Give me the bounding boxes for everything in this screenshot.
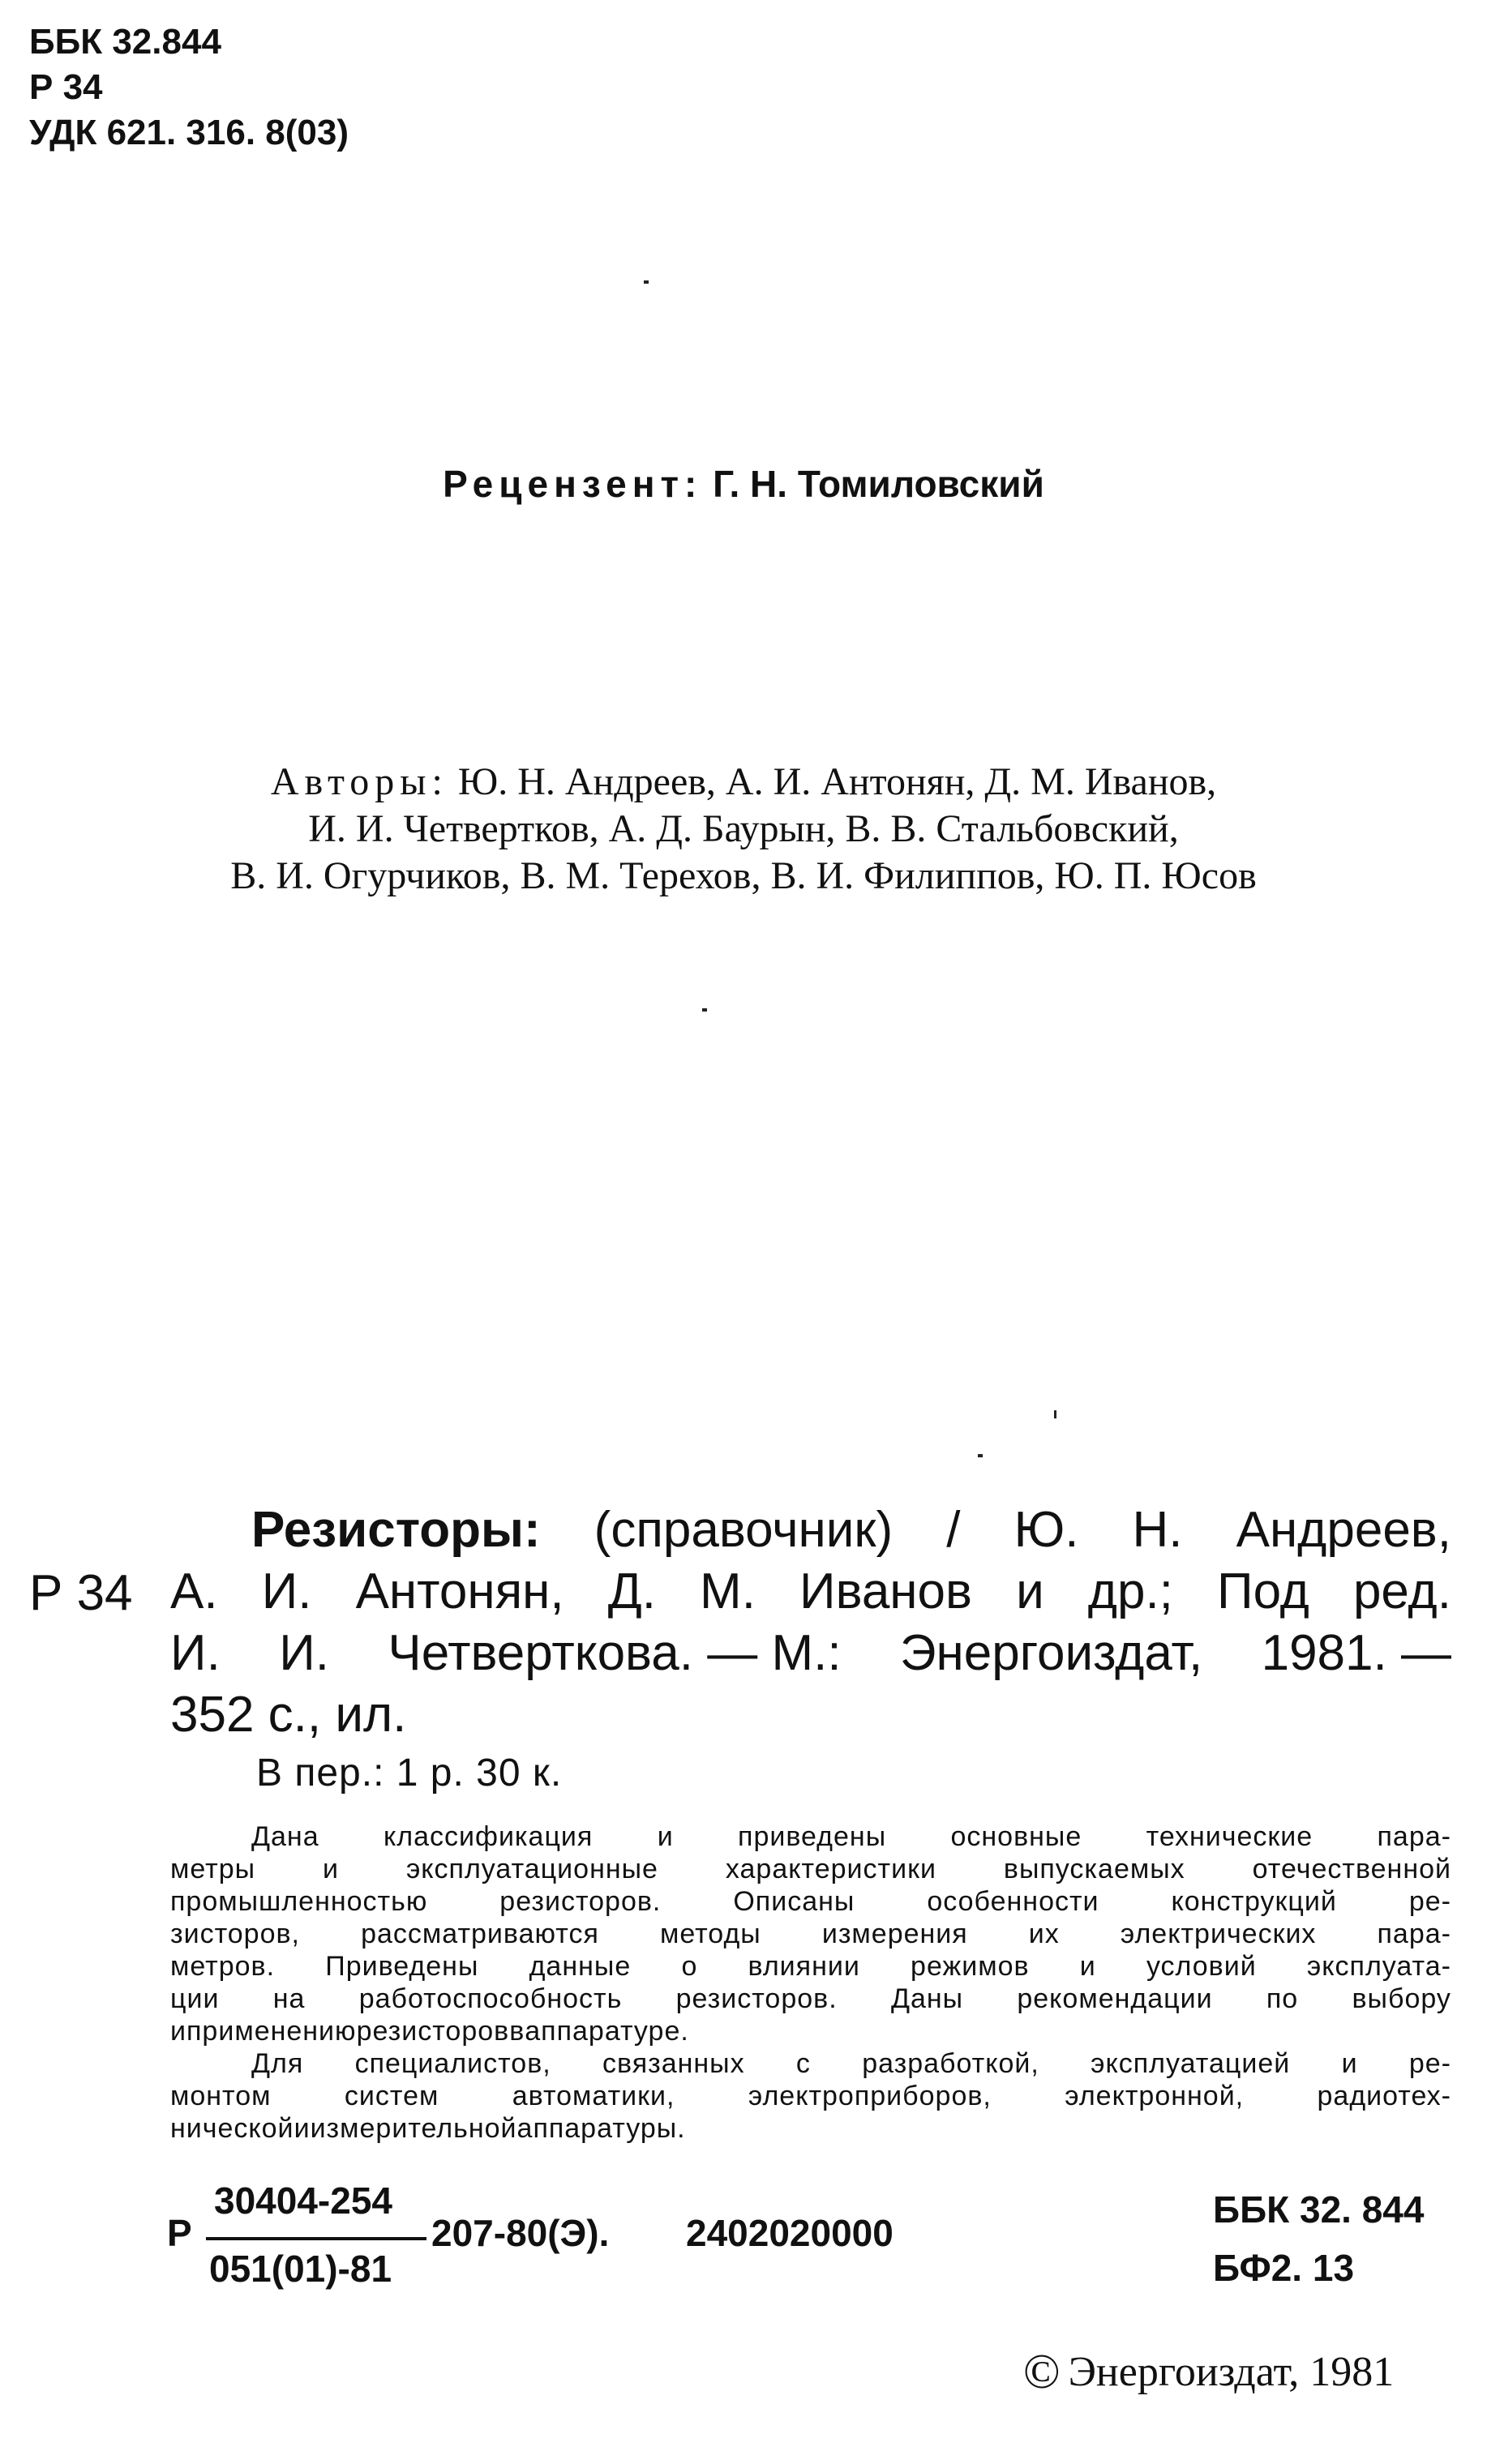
annotation-word: специалистов, [354, 2048, 551, 2079]
annotation-word: электроприборов, [748, 2081, 992, 2111]
annotation-word: основные [950, 1821, 1082, 1852]
annotation-word: рассматриваются [361, 1919, 599, 1949]
annotation-word: резисторов. [499, 1886, 662, 1917]
authors-block [0, 759, 1487, 900]
annotation-word: аппаратуре. [525, 2016, 689, 2047]
annotation-word: особенности [927, 1886, 1099, 1917]
annotation [170, 1820, 1451, 2145]
publishing-code-denominator: 051(01)-81 [209, 2248, 392, 2290]
bbk-code: ББК 32.844 [29, 22, 221, 62]
print-speck [978, 1454, 983, 1457]
annotation-word: и [1079, 1951, 1096, 1982]
reviewer-line [0, 462, 1487, 506]
bib-line-4: 352 с., ил. [170, 1687, 407, 1743]
authors-line-3: В. И. Огурчиков, В. М. Терехов, В. И. Филиппов, Ю. П. Юсов [230, 854, 1257, 897]
bib-line-1: Резисторы: (справочник) / Ю. Н. Андреев, [170, 1499, 1451, 1561]
annotation-word: автоматики, [512, 2081, 675, 2111]
annotation-word: применению [186, 2016, 357, 2047]
bib-index: Р 34 [29, 1565, 133, 1621]
annotation-word: связанных [602, 2048, 745, 2079]
annotation-word: разработкой, [862, 2048, 1039, 2079]
annotation-word: Дана [251, 1821, 319, 1852]
annotation-word: пара- [1377, 1821, 1451, 1852]
annotation-word: ции [170, 1983, 220, 2014]
annotation-word: систем [344, 2081, 439, 2111]
annotation-line [170, 1950, 1451, 1983]
annotation-word: условий [1146, 1951, 1257, 1982]
bib-line-2: А. И. Антонян, Д. М. Иванов и др.; Под ред. [170, 1564, 1451, 1619]
annotation-word: аппаратуры. [516, 2113, 686, 2144]
audience-line [170, 2112, 1451, 2145]
fraction-bar [206, 2237, 426, 2240]
print-speck [644, 280, 649, 284]
authors-label: Авторы: [270, 760, 448, 803]
authors-names-1: Ю. Н. Андреев, А. И. Антонян, Д. М. Иванов, [457, 760, 1217, 803]
annotation-word: выпускаемых [1003, 1854, 1185, 1884]
annotation-word: в [509, 2016, 525, 2047]
udk-code: УДК 621. 316. 8(03) [29, 113, 349, 152]
authors-line-1 [0, 759, 1487, 806]
annotation-word: резисторов. [675, 1983, 838, 2014]
annotation-word: эксплуатационные [405, 1854, 658, 1884]
price: В пер.: 1 р. 30 к. [256, 1752, 563, 1795]
author-mark: Р 34 [29, 67, 103, 107]
annotation-word: и [170, 2016, 186, 2047]
annotation-word: эксплуата- [1306, 1951, 1451, 1982]
publishing-code-numerator: 30404-254 [214, 2180, 392, 2222]
copyright [1023, 2347, 1394, 2396]
annotation-word: о [681, 1951, 698, 1982]
annotation-word: нической [170, 2113, 294, 2144]
print-speck [702, 1008, 707, 1012]
annotation-word: режимов [911, 1951, 1030, 1982]
bbk-bottom-line-2: БФ2. 13 [1213, 2247, 1355, 2289]
book-title: Резисторы: [251, 1502, 541, 1558]
annotation-word: конструкций [1171, 1886, 1337, 1917]
annotation-word: работоспособность [358, 1983, 623, 2014]
copyright-text: Энергоиздат, 1981 [1068, 2348, 1395, 2395]
annotation-word: влиянии [748, 1951, 860, 1982]
reviewer-label: Рецензент: [443, 463, 703, 505]
annotation-word: электронной, [1065, 2081, 1245, 2111]
annotation-word: Описаны [733, 1886, 855, 1917]
reviewer-name: Г. Н. Томиловский [713, 463, 1044, 505]
bbk-bottom-line-1: ББК 32. 844 [1213, 2188, 1425, 2231]
annotation-word: технические [1146, 1821, 1313, 1852]
annotation-word: ре- [1408, 1886, 1451, 1917]
annotation-word: пара- [1377, 1919, 1451, 1949]
annotation-word: метров. [170, 1951, 276, 1982]
annotation-word: Приведены [325, 1951, 479, 1982]
annotation-word: зисторов, [170, 1919, 301, 1949]
annotation-word: монтом [170, 2081, 272, 2111]
annotation-word: и [657, 1821, 674, 1852]
annotation-word: рекомендации [1017, 1983, 1213, 2014]
publishing-code-suffix: 207-80(Э). [431, 2212, 610, 2254]
annotation-line [170, 1983, 1451, 2015]
annotation-word: измерения [821, 1919, 968, 1949]
audience-line [170, 2080, 1451, 2112]
annotation-line [170, 1853, 1451, 1885]
copyright-icon: © [1023, 2345, 1061, 2398]
bibliographic-record [170, 1499, 1451, 1746]
bib-line-3: И. И. Четверткова. — М.: Энергоиздат, 1981. — [170, 1625, 1451, 1681]
print-speck [1054, 1410, 1056, 1418]
audience-line [170, 2047, 1451, 2080]
annotation-word: и [294, 2113, 311, 2144]
annotation-line [170, 1820, 1451, 1853]
annotation-word: методы [659, 1919, 761, 1949]
publishing-code-number: 2402020000 [686, 2212, 893, 2254]
annotation-word: и [323, 1854, 340, 1884]
annotation-word: эксплуатацией [1091, 2048, 1291, 2079]
annotation-word: Даны [890, 1983, 964, 2014]
annotation-word: на [272, 1983, 306, 2014]
annotation-word: измерительной [310, 2113, 517, 2144]
publishing-code-letter: Р [167, 2212, 192, 2254]
annotation-word: ре- [1408, 2048, 1451, 2079]
annotation-word: классификация [383, 1821, 594, 1852]
annotation-word: электрических [1120, 1919, 1317, 1949]
annotation-word: Для [251, 2048, 304, 2079]
annotation-word: приведены [738, 1821, 887, 1852]
annotation-word: резисторов [356, 2016, 510, 2047]
authors-line-2: И. И. Четвертков, А. Д. Баурын, В. В. Стальбовский, [308, 807, 1179, 850]
annotation-word: их [1028, 1919, 1060, 1949]
annotation-word: радиотех- [1317, 2081, 1451, 2111]
annotation-line [170, 1918, 1451, 1950]
annotation-word: данные [529, 1951, 632, 1982]
annotation-line [170, 2015, 1451, 2047]
annotation-word: с [795, 2048, 811, 2079]
bbk-bottom [1213, 2180, 1424, 2297]
annotation-line [170, 1885, 1451, 1918]
annotation-word: промышленностью [170, 1886, 428, 1917]
annotation-word: выбору [1352, 1983, 1451, 2014]
classification-codes [29, 19, 349, 156]
annotation-word: по [1266, 1983, 1299, 2014]
annotation-word: метры [170, 1854, 256, 1884]
annotation-word: и [1341, 2048, 1358, 2079]
annotation-word: отечественной [1252, 1854, 1451, 1884]
annotation-word: характеристики [725, 1854, 936, 1884]
